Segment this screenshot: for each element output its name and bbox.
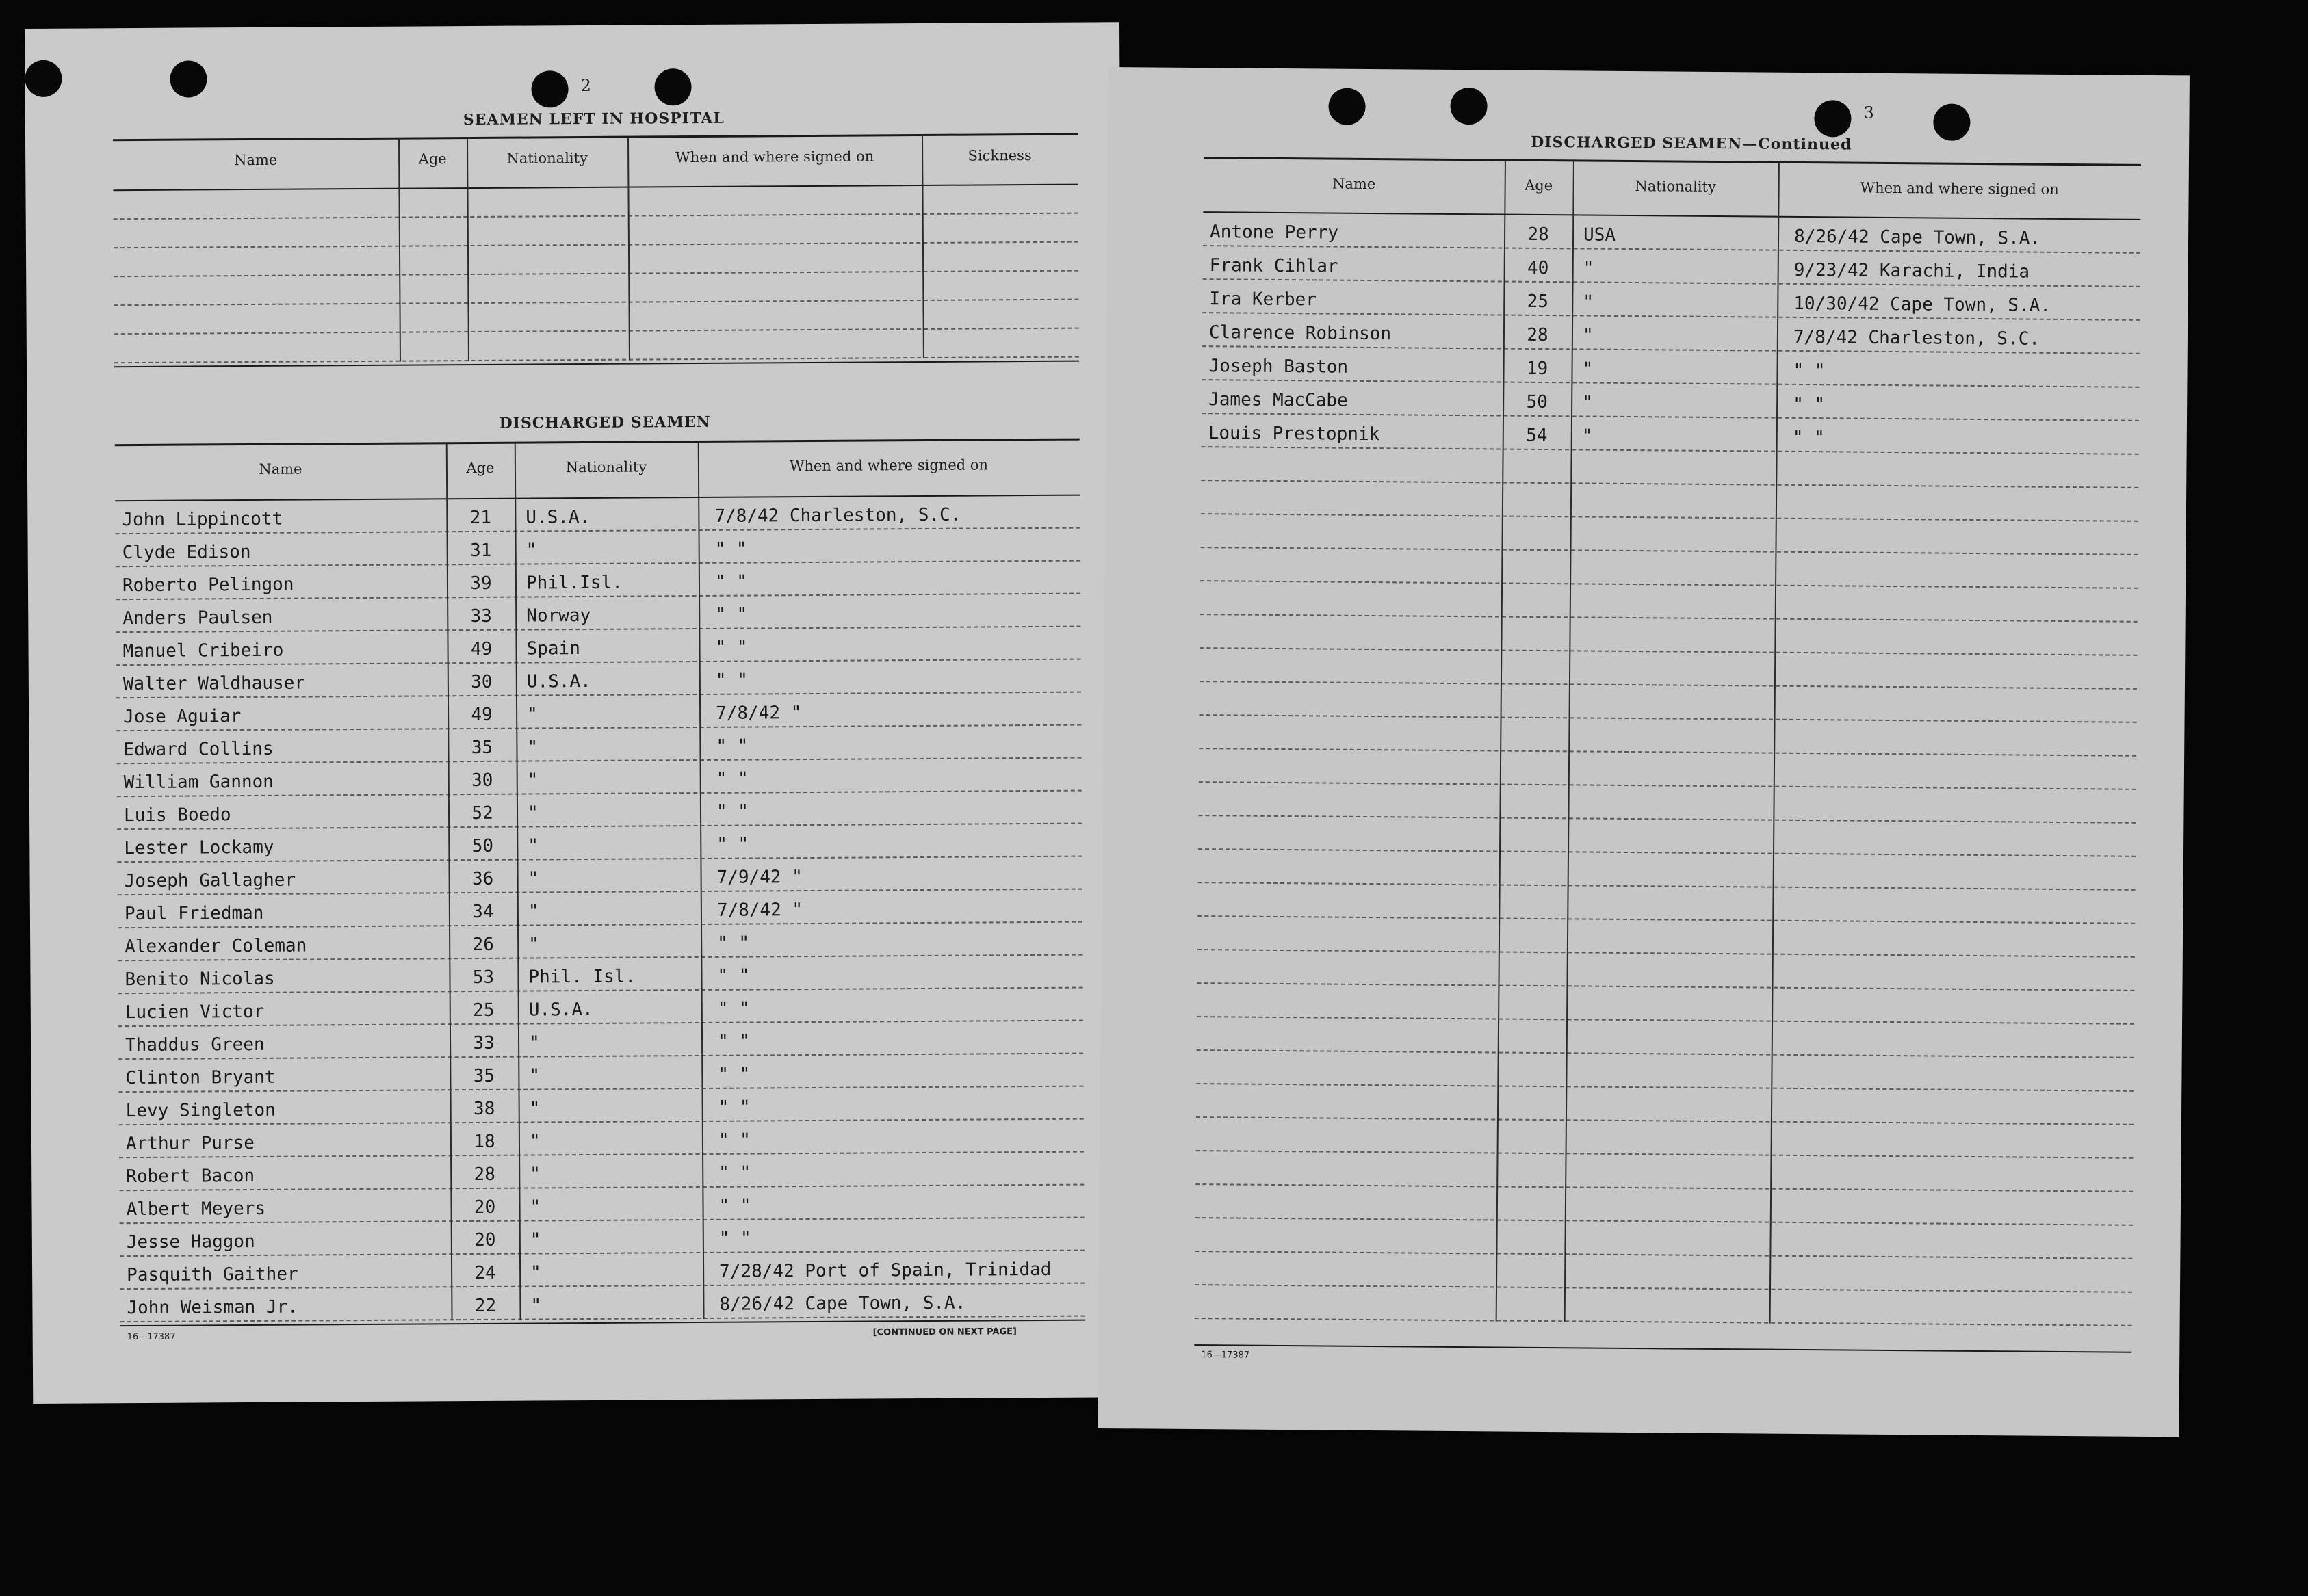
- seaman-signed-on: " ": [1793, 393, 1826, 415]
- seaman-age: 30: [471, 770, 493, 792]
- seaman-name: Pasquith Gaither: [127, 1264, 298, 1286]
- seaman-signed-on: 9/23/42 Karachi, India: [1793, 259, 2030, 283]
- seaman-name: Walter Waldhauser: [122, 672, 306, 695]
- seaman-name: Thaddus Green: [125, 1034, 265, 1056]
- table-row: [116, 529, 1080, 568]
- seaman-nationality: ": [530, 1262, 541, 1283]
- seaman-name: Albert Meyers: [126, 1198, 266, 1220]
- seaman-age: 54: [1526, 425, 1548, 447]
- seaman-age: 21: [469, 507, 492, 529]
- seaman-signed-on: " ": [1792, 427, 1825, 449]
- seaman-age: 40: [1527, 257, 1549, 279]
- seaman-nationality: ": [1583, 291, 1594, 313]
- table-row: [117, 857, 1082, 896]
- table-row: [119, 1186, 1084, 1225]
- seaman-age: 33: [473, 1032, 495, 1054]
- seaman-nationality: ": [1581, 426, 1593, 447]
- seaman-nationality: ": [1583, 258, 1594, 279]
- seaman-name: Clinton Bryant: [125, 1067, 276, 1089]
- hospital-table: [25, 22, 1119, 29]
- hospital-section-title: SEAMEN LEFT IN HOSPITAL: [463, 109, 725, 129]
- seaman-signed-on: " ": [1793, 360, 1826, 382]
- seaman-age: 49: [471, 704, 493, 726]
- continued-note: [CONTINUED ON NEXT PAGE]: [872, 1326, 1017, 1338]
- table-row: [116, 562, 1080, 601]
- punch-hole: [1450, 88, 1487, 125]
- page-number: 2: [580, 75, 591, 96]
- seaman-age: 20: [474, 1229, 496, 1251]
- seaman-name: Alexander Coleman: [125, 935, 307, 958]
- column-header-age: Age: [1525, 176, 1553, 194]
- seaman-name: Jesse Haggon: [126, 1231, 255, 1253]
- table-row: [117, 792, 1082, 830]
- seaman-signed-on: 8/26/42 Cape Town, S.A.: [719, 1292, 966, 1315]
- seaman-signed-on: " ": [717, 932, 750, 954]
- column-header-nationality: Nationality: [1635, 178, 1716, 195]
- seaman-nationality: ": [1582, 392, 1593, 413]
- seaman-name: Robert Bacon: [126, 1165, 255, 1188]
- seaman-nationality: ": [530, 1229, 541, 1251]
- seaman-nationality: Phil.Isl.: [526, 572, 623, 594]
- punch-hole: [1814, 100, 1851, 137]
- seaman-signed-on: 7/28/42 Port of Spain, Trinidad: [719, 1259, 1052, 1282]
- column-header-age: Age: [466, 459, 495, 477]
- row-line: [1195, 1318, 2132, 1326]
- seaman-signed-on: 7/8/42 ": [716, 703, 802, 724]
- seaman-age: 19: [1526, 358, 1548, 380]
- seaman-age: 49: [470, 638, 493, 660]
- table-row: [115, 496, 1080, 535]
- seaman-name: Lester Lockamy: [124, 837, 274, 859]
- table-row: [119, 1120, 1084, 1159]
- seaman-age: 25: [473, 999, 495, 1021]
- table-row: [116, 594, 1080, 633]
- seaman-signed-on: 8/26/42 Cape Town, S.A.: [1793, 226, 2041, 249]
- table-row: [120, 1251, 1085, 1290]
- table-row: [118, 956, 1082, 995]
- seaman-age: 30: [471, 671, 493, 693]
- seaman-nationality: ": [527, 737, 539, 758]
- seaman-age: 38: [473, 1098, 495, 1120]
- seaman-name: Benito Nicolas: [125, 968, 275, 991]
- seaman-name: Manuel Cribeiro: [122, 640, 284, 662]
- seaman-signed-on: " ": [714, 571, 748, 592]
- table-row: [118, 923, 1082, 962]
- column-header-name: Name: [233, 151, 278, 169]
- seaman-name: Levy Singleton: [125, 1099, 276, 1122]
- seaman-age: 53: [472, 967, 495, 989]
- seaman-signed-on: " ": [716, 834, 749, 855]
- seaman-nationality: ": [528, 901, 539, 922]
- seaman-nationality: Spain: [526, 638, 580, 659]
- right-bottom-rule: [1194, 1344, 2131, 1353]
- punch-hole: [1933, 103, 1970, 140]
- blank-row: [114, 329, 1079, 364]
- seaman-age: 28: [474, 1164, 495, 1186]
- seaman-age: 31: [469, 540, 492, 562]
- seaman-age: 20: [474, 1196, 496, 1218]
- seaman-age: 18: [474, 1131, 495, 1153]
- column-header-signed-on: When and where signed on: [1860, 179, 2059, 198]
- seaman-name: Ira Kerber: [1209, 289, 1317, 311]
- seaman-age: 33: [470, 605, 493, 627]
- seaman-nationality: Norway: [526, 605, 591, 627]
- table-row: [116, 660, 1081, 699]
- seaman-nationality: ": [530, 1295, 542, 1316]
- seaman-name: John Lippincott: [122, 508, 283, 531]
- left-page: [25, 22, 1128, 1404]
- seaman-signed-on: 7/9/42 ": [716, 867, 803, 888]
- punch-hole: [1328, 88, 1365, 125]
- seaman-nationality: ": [1582, 325, 1594, 346]
- seaman-age: 52: [471, 802, 493, 824]
- table-row: [118, 890, 1082, 929]
- form-code: 16—17387: [127, 1331, 176, 1343]
- seaman-age: 26: [472, 934, 494, 956]
- seaman-nationality: ": [1582, 358, 1594, 380]
- seaman-signed-on: 7/8/42 Charleston, S.C.: [714, 504, 961, 527]
- seaman-nationality: USA: [1583, 224, 1616, 246]
- seaman-age: 50: [1526, 391, 1548, 413]
- seaman-signed-on: 7/8/42 Charleston, S.C.: [1793, 326, 2040, 350]
- seaman-nationality: U.S.A.: [526, 506, 591, 528]
- seaman-age: 50: [471, 835, 494, 857]
- seaman-signed-on: " ": [718, 1195, 751, 1216]
- seaman-name: Joseph Baston: [1208, 356, 1349, 378]
- form-code: 16—17387: [1201, 1350, 1250, 1361]
- seaman-nationality: ": [528, 934, 539, 955]
- seaman-signed-on: " ": [718, 1129, 751, 1151]
- seaman-signed-on: " ": [718, 1064, 751, 1085]
- right-top-rule: [1204, 157, 2141, 166]
- seaman-age: 25: [1527, 291, 1549, 313]
- seaman-name: Clarence Robinson: [1208, 322, 1392, 345]
- seaman-signed-on: " ": [718, 1228, 751, 1249]
- seaman-nationality: ": [528, 868, 539, 889]
- seaman-age: 28: [1527, 224, 1549, 246]
- seaman-signed-on: " ": [718, 1097, 751, 1118]
- seaman-name: William Gannon: [123, 771, 274, 794]
- punch-hole: [25, 60, 62, 97]
- seaman-nationality: ": [527, 802, 539, 824]
- seaman-name: Louis Prestopnik: [1208, 423, 1380, 445]
- seaman-name: Edward Collins: [123, 738, 274, 761]
- seaman-age: 28: [1527, 324, 1548, 346]
- column-header-nationality: Nationality: [565, 458, 647, 476]
- seaman-signed-on: " ": [715, 637, 748, 658]
- seaman-name: Luis Boedo: [123, 804, 231, 826]
- seaman-nationality: U.S.A.: [526, 670, 591, 692]
- punch-hole: [654, 68, 691, 105]
- seaman-signed-on: 10/30/42 Cape Town, S.A.: [1793, 293, 2051, 316]
- table-row: [120, 1218, 1085, 1257]
- column-header-signed-on: When and where signed on: [675, 148, 874, 166]
- seaman-name: Antone Perry: [1209, 222, 1339, 244]
- seaman-age: 39: [470, 573, 492, 594]
- table-row: [117, 824, 1082, 863]
- seaman-signed-on: " ": [717, 965, 750, 986]
- seaman-age: 35: [471, 737, 493, 759]
- column-header-signed-on: When and where signed on: [789, 456, 989, 475]
- seaman-signed-on: " ": [716, 735, 749, 757]
- seaman-nationality: ": [526, 540, 537, 561]
- seaman-name: Roberto Pelingon: [122, 574, 294, 597]
- seaman-name: Jose Aguiar: [123, 706, 242, 728]
- discharged-top-rule: [115, 439, 1080, 447]
- seaman-signed-on: " ": [715, 604, 748, 625]
- page-number: 3: [1863, 103, 1874, 122]
- seaman-signed-on: " ": [717, 1031, 751, 1052]
- seaman-name: Clyde Edison: [122, 541, 251, 564]
- table-row: [116, 693, 1081, 732]
- seaman-nationality: ": [529, 1131, 541, 1152]
- seaman-nationality: ": [530, 1196, 541, 1218]
- seaman-name: Paul Friedman: [124, 902, 264, 925]
- seaman-signed-on: " ": [717, 998, 750, 1019]
- column-header-nationality: Nationality: [506, 149, 588, 167]
- seaman-name: Joseph Gallagher: [124, 869, 296, 892]
- column-header-name: Name: [259, 460, 302, 478]
- seaman-signed-on: 7/8/42 ": [716, 900, 803, 921]
- seaman-age: 36: [471, 868, 494, 890]
- table-row: [119, 1153, 1084, 1192]
- seaman-nationality: ": [529, 1065, 541, 1086]
- seaman-age: 34: [472, 901, 494, 923]
- seaman-nationality: ": [527, 704, 538, 725]
- seaman-name: Lucien Victor: [125, 1001, 265, 1023]
- column-header-sickness: Sickness: [968, 147, 1032, 164]
- punch-hole: [170, 60, 207, 97]
- seaman-signed-on: " ": [718, 1162, 751, 1183]
- hospital-top-rule: [113, 133, 1078, 142]
- seaman-name: Arthur Purse: [125, 1132, 255, 1155]
- table-row: [119, 1087, 1084, 1126]
- seaman-name: James MacCabe: [1208, 389, 1348, 411]
- seaman-signed-on: " ": [716, 768, 749, 789]
- table-row: [116, 726, 1081, 765]
- column-header-age: Age: [418, 151, 447, 168]
- seaman-nationality: ": [528, 1032, 540, 1054]
- right-page: [1098, 67, 2190, 1437]
- seaman-nationality: Phil. Isl.: [528, 966, 636, 988]
- seaman-nationality: ": [529, 1098, 541, 1119]
- seaman-age: 35: [473, 1065, 495, 1087]
- table-row: [118, 989, 1083, 1028]
- seaman-signed-on: " ": [716, 801, 749, 822]
- table-row: [118, 1021, 1083, 1060]
- seaman-nationality: ": [530, 1164, 541, 1185]
- seaman-signed-on: " ": [715, 670, 748, 691]
- blank-row: [1195, 1285, 2132, 1326]
- discharged-continued-title: DISCHARGED SEAMEN—Continued: [1531, 133, 1852, 154]
- punch-hole: [531, 70, 568, 107]
- seaman-age: 22: [474, 1295, 497, 1317]
- discharged-section-title: DISCHARGED SEAMEN: [499, 413, 711, 432]
- table-row: [120, 1284, 1085, 1323]
- table-row: [117, 759, 1082, 798]
- seaman-signed-on: " ": [714, 538, 747, 560]
- seaman-nationality: U.S.A.: [528, 999, 593, 1021]
- seaman-nationality: ": [527, 770, 539, 791]
- column-header-name: Name: [1332, 175, 1376, 193]
- table-row: [116, 627, 1080, 666]
- seaman-name: Anders Paulsen: [122, 607, 273, 629]
- seaman-name: John Weisman Jr.: [127, 1296, 298, 1319]
- seaman-age: 24: [474, 1262, 496, 1284]
- seaman-nationality: ": [528, 835, 539, 856]
- seaman-name: Frank Cihlar: [1209, 255, 1338, 277]
- table-row: [118, 1054, 1083, 1093]
